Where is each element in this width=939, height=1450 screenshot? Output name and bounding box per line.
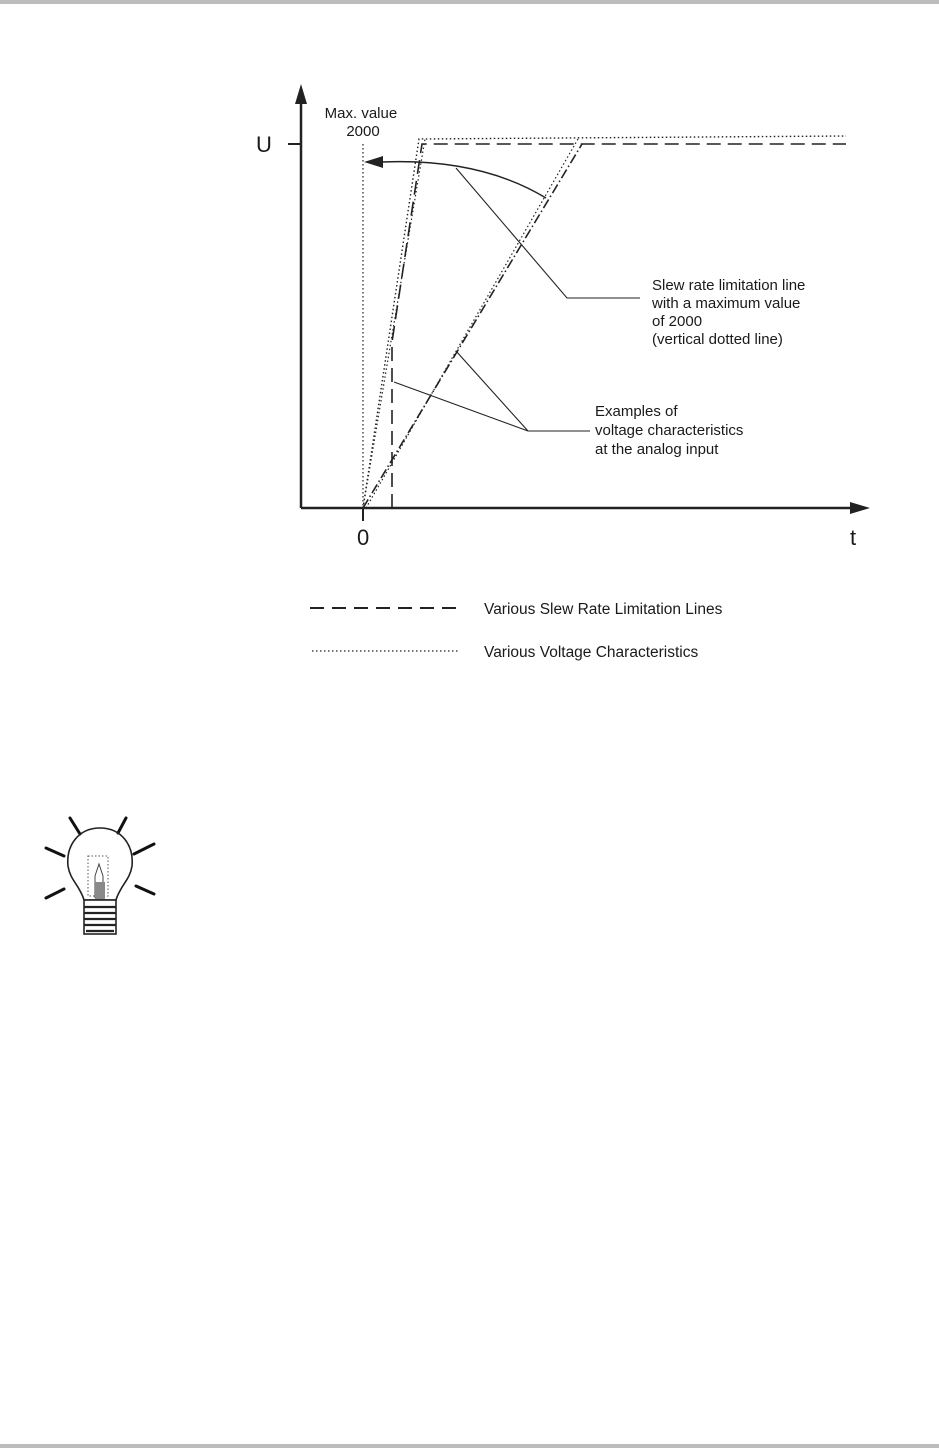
max-value-label: Max. value 2000	[324, 105, 398, 140]
legend	[310, 601, 723, 661]
origin-label: 0	[357, 525, 370, 550]
lightbulb-icon	[40, 812, 165, 947]
y-axis-label: U	[256, 132, 272, 157]
footer-rule	[0, 1444, 939, 1448]
x-axis-arrow	[850, 502, 870, 514]
y-axis-arrow	[295, 84, 307, 104]
x-axis-label: t	[850, 525, 857, 550]
legend-dotted-label: Various Voltage Characteristics	[484, 644, 699, 661]
slew-rate-diagram	[0, 0, 939, 700]
limit-curve-arrow	[382, 162, 546, 198]
slew-callout-text: Slew rate limitation line with a maximum value of 2000 (vertical dotted line)	[652, 277, 806, 348]
callout-leaders	[394, 168, 640, 431]
steep-voltage-dotted-2	[363, 139, 425, 508]
slew-leader	[456, 168, 640, 298]
legend-dashed-label: Various Slew Rate Limitation Lines	[484, 601, 723, 618]
example-leader-2	[456, 351, 528, 431]
limit-curve-arrowhead	[364, 156, 383, 168]
gradual-voltage-dotted	[366, 139, 578, 508]
gradual-slew-dashdot	[363, 144, 582, 508]
examples-callout-text: Examples of voltage characteristics at the analog input	[595, 403, 744, 458]
